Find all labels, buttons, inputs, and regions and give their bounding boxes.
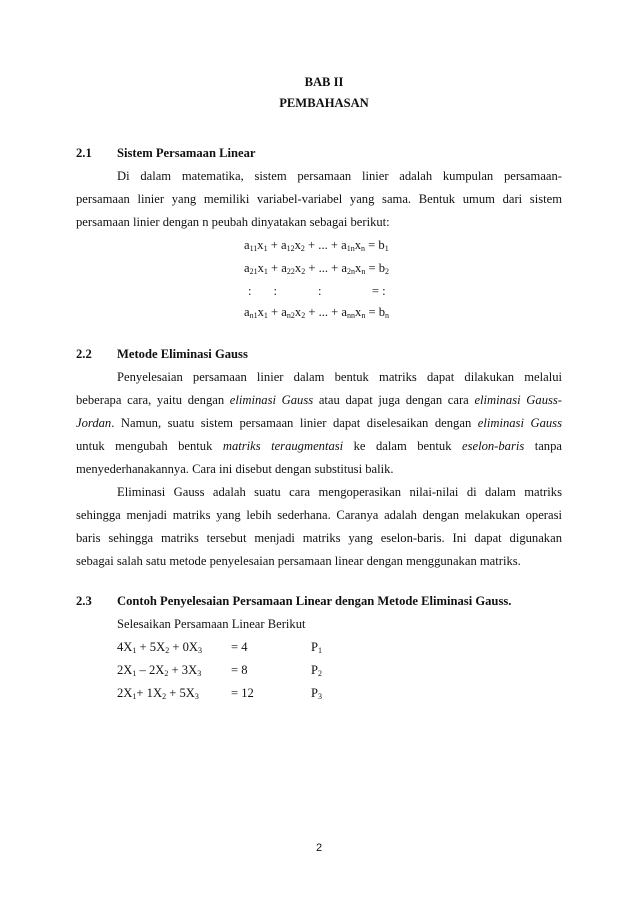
page-number: 2 [315, 842, 323, 854]
section-title: Contoh Penyelesaian Persamaan Linear dengan Metode Eliminasi Gauss. [117, 594, 512, 608]
equation-label: $P_1$ [311, 640, 323, 655]
paragraph-line: persamaan linier yang memiliki variabel-variabel yang sama. Bentuk umum dari sistem [76, 192, 562, 206]
paragraph-line: sebagai salah satu metode penyelesaian persamaan linear dengan menggunakan matriks. [76, 554, 521, 568]
paragraph-line: untuk mengubah bentuk matriks teraugmentasi ke dalam bentuk eselon-baris tanpa [76, 439, 562, 453]
equation-lhs: $2X_1 - 2X_2 + 3X_3$ [117, 663, 202, 678]
equation-rhs: = 8 [231, 663, 248, 677]
equation-lhs: $4X_1 + 5X_2 + 0X_3$ [117, 640, 202, 655]
equation-lhs: $2X_1+ 1X_2 + 5X_3$ [117, 686, 199, 701]
paragraph-line: persamaan linier dengan n peubah dinyatakan sebagai berikut: [76, 215, 390, 229]
equation-rhs: = 12 [231, 686, 254, 700]
paragraph-line: Penyelesaian persamaan linier dalam bentuk matriks dapat dilakukan melalui [117, 370, 562, 384]
chapter-label: BAB II [304, 75, 344, 89]
equation-rhs: = 4 [231, 640, 248, 654]
paragraph-line: Eliminasi Gauss adalah suatu cara mengoperasikan nilai-nilai di dalam matriks [117, 485, 562, 499]
paragraph-line: sehingga menjadi matriks yang lebih sederhana. Caranya adalah dengan melakukan operasi [76, 508, 562, 522]
paragraph-line: Selesaikan Persamaan Linear Berikut [117, 617, 306, 631]
section-title: Sistem Persamaan Linear [117, 146, 256, 160]
paragraph-line: Jordan. Namun, suatu sistem persamaan linier dapat diselesaikan dengan eliminasi Gauss [76, 416, 562, 430]
section-number: 2.1 [76, 146, 92, 160]
equation-line: $a_{n1}x_1 + a_{n2}x_2$ + ... + $a_{nn}x_n = b_n$ [244, 305, 390, 320]
equation-ellipsis-line: : : : = : [248, 284, 386, 298]
paragraph-line: beberapa cara, yaitu dengan eliminasi Gauss atau dapat juga dengan cara eliminasi Gauss- [76, 393, 562, 407]
chapter-title: PEMBAHASAN [279, 96, 369, 110]
paragraph-line: menyederhanakannya. Cara ini disebut dengan substitusi balik. [76, 462, 394, 476]
section-number: 2.2 [76, 347, 92, 361]
equation-line: $a_{21}x_1 + a_{22}x_2$ + ... + $a_{2n}x_n = b_2$ [244, 261, 390, 276]
equation-label: $P_3$ [311, 686, 323, 701]
equation-label: $P_2$ [311, 663, 323, 678]
equation-line: $a_{11}x_1 + a_{12}x_2$ + ... + $a_{1n}x_n = b_1$ [244, 238, 389, 253]
section-title: Metode Eliminasi Gauss [117, 347, 248, 361]
section-number: 2.3 [76, 594, 92, 608]
paragraph-line: Di dalam matematika, sistem persamaan linier adalah kumpulan persamaan- [117, 169, 562, 183]
paragraph-line: baris sehingga matriks tersebut menjadi matriks yang eselon-baris. Ini dapat digunakan [76, 531, 562, 545]
